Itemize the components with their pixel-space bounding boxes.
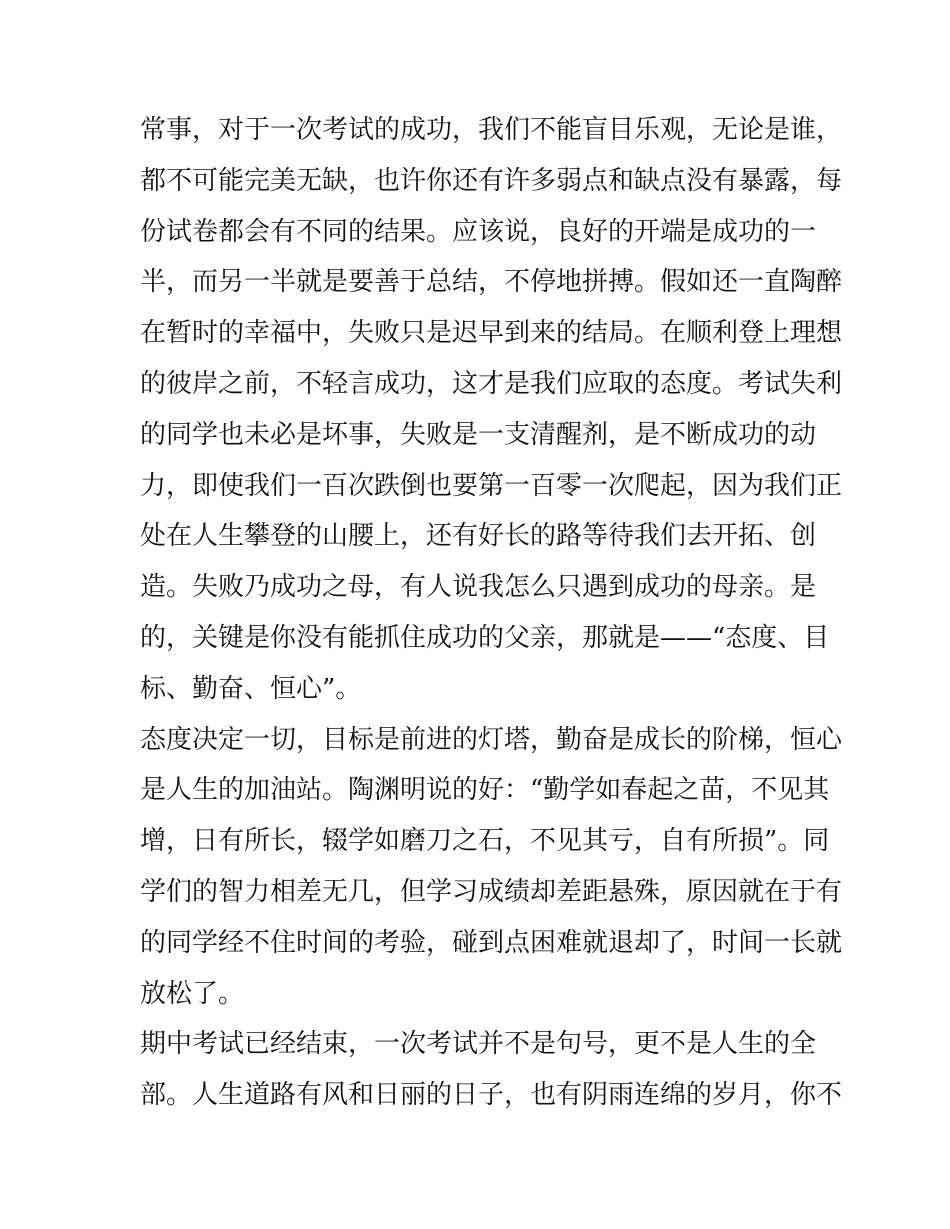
text-line: 的，关键是你没有能抓住成功的父亲，那就是——“态度、目 — [140, 622, 830, 653]
text-line: 常事，对于一次考试的成功，我们不能盲目乐观，无论是谁， — [140, 115, 843, 145]
text-line: 的同学也未必是坏事，失败是一支清醒剂，是不断成功的动 — [140, 419, 817, 450]
text-line: 期中考试已经结束，一次考试并不是句号，更不是人生的全 — [140, 1029, 817, 1060]
text-line: 标、勤奋、恒心”。 — [140, 673, 362, 704]
text-line: 部。人生道路有风和日丽的日子，也有阴雨连绵的岁月，你不 — [140, 1080, 843, 1111]
text-line: 增，日有所长，辍学如磨刀之石，不见其亏，自有所损”。同 — [140, 826, 830, 857]
text-line: 都不可能完美无缺，也许你还有许多弱点和缺点没有暴露，每 — [140, 165, 843, 196]
text-line: 处在人生攀登的山腰上，还有好长的路等待我们去开拓、创 — [140, 521, 817, 552]
text-line: 的彼岸之前，不轻言成功，这才是我们应取的态度。考试失利 — [140, 368, 843, 399]
text-line: 力，即使我们一百次跌倒也要第一百零一次爬起，因为我们正 — [140, 470, 843, 501]
text-line: 半，而另一半就是要善于总结，不停地拼搏。假如还一直陶醉 — [140, 267, 843, 298]
text-line: 份试卷都会有不同的结果。应该说，良好的开端是成功的一 — [140, 216, 817, 247]
text-line: 造。失败乃成功之母，有人说我怎么只遇到成功的母亲。是 — [140, 572, 817, 603]
text-line: 学们的智力相差无几，但学习成绩却差距悬殊，原因就在于有 — [140, 876, 843, 907]
body-text — [140, 105, 843, 1121]
text-line: 的同学经不住时间的考验，碰到点困难就退却了，时间一长就 — [140, 927, 843, 958]
text-line: 态度决定一切，目标是前进的灯塔，勤奋是成长的阶梯，恒心 — [140, 724, 843, 755]
text-line: 是人生的加油站。陶渊明说的好：“勤学如春起之苗，不见其 — [140, 775, 830, 806]
text-line: 在暂时的幸福中，失败只是迟早到来的结局。在顺利登上理想 — [140, 318, 843, 349]
text-line: 放松了。 — [140, 978, 245, 1009]
